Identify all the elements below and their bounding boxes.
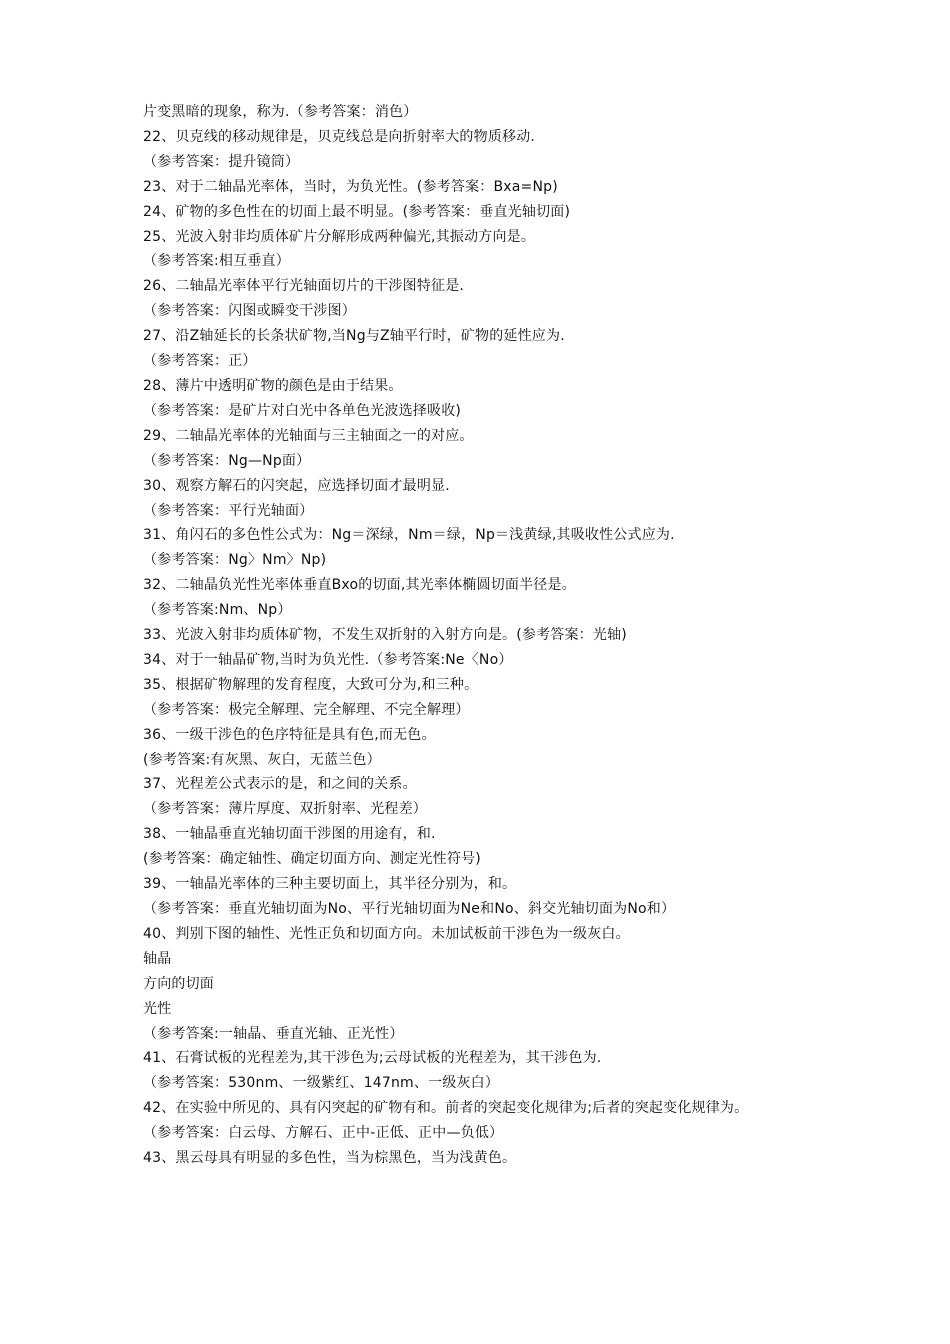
question-30: 30、观察方解石的闪突起，应选择切面才最明显. [143, 477, 450, 494]
answer-35: （参考答案：极完全解理、完全解理、不完全解理） [143, 701, 470, 718]
answer-26: （参考答案：闪图或瞬变干涉图） [143, 303, 356, 320]
answer-32: （参考答案:Nm、Np） [143, 602, 292, 619]
answer-42: （参考答案：白云母、方解石、正中-正低、正中—负低） [143, 1125, 504, 1142]
answer-22: （参考答案：提升镜筒） [143, 153, 300, 170]
answer-30: （参考答案：平行光轴面） [143, 502, 314, 519]
question-27: 27、沿Z轴延长的长条状矿物,当Ng与Z轴平行时，矿物的延性应为. [143, 328, 565, 345]
document-body [143, 100, 823, 1171]
question-37: 37、光程差公式表示的是，和之间的关系。 [143, 776, 417, 793]
question-31: 31、角闪石的多色性公式为：Ng＝深绿，Nm＝绿，Np＝浅黄绿,其吸收性公式应为. [143, 527, 675, 544]
answer-41: （参考答案：530nm、一级紫红、147nm、一级灰白） [143, 1075, 500, 1092]
question-35: 35、根据矿物解理的发育程度，大致可分为,和三种。 [143, 676, 479, 693]
question-43: 43、黑云母具有明显的多色性，当为棕黑色，当为浅黄色。 [143, 1150, 517, 1167]
text-line: 片变黑暗的现象，称为.（参考答案：消色） [143, 104, 418, 120]
figure-label-axis: 轴晶 [143, 950, 172, 967]
answer-36: (参考答案:有灰黑、灰白，无蓝兰色） [143, 751, 381, 768]
question-34: 34、对于一轴晶矿物,当时为负光性.（参考答案:Ne〈No） [143, 651, 513, 668]
question-23: 23、对于二轴晶光率体，当时，为负光性。(参考答案：Bxa=Np) [143, 178, 558, 195]
question-41: 41、石膏试板的光程差为,其干涉色为;云母试板的光程差为，其干涉色为. [143, 1050, 602, 1067]
question-42: 42、在实验中所见的、具有闪突起的矿物有和。前者的突起变化规律为;后者的突起变化规律为。 [143, 1100, 749, 1117]
question-28: 28、薄片中透明矿物的颜色是由于结果。 [143, 377, 403, 394]
question-29: 29、二轴晶光率体的光轴面与三主轴面之一的对应。 [143, 427, 474, 444]
answer-28: （参考答案：是矿片对白光中各单色光波选择吸收) [143, 402, 462, 419]
question-25: 25、光波入射非均质体矿片分解形成两种偏光,其振动方向是。 [143, 228, 536, 245]
answer-31: （参考答案：Ng〉Nm〉Np) [143, 552, 327, 569]
answer-25: （参考答案:相互垂直） [143, 253, 290, 270]
question-32: 32、二轴晶负光性光率体垂直Bxo的切面,其光率体椭圆切面半径是。 [143, 577, 576, 594]
answer-39: （参考答案：垂直光轴切面为No、平行光轴切面为Ne和No、斜交光轴切面为No和） [143, 901, 676, 917]
answer-27: （参考答案：正） [143, 353, 257, 370]
question-40: 40、判别下图的轴性、光性正负和切面方向。未加试板前干涉色为一级灰白。 [143, 925, 630, 942]
question-36: 36、一级干涉色的色序特征是具有色,而无色。 [143, 726, 436, 743]
figure-label-optic-sign: 光性 [143, 1000, 172, 1017]
question-33: 33、光波入射非均质体矿物，不发生双折射的入射方向是。(参考答案：光轴) [143, 627, 627, 644]
question-38: 38、一轴晶垂直光轴切面干涉图的用途有，和. [143, 826, 436, 843]
question-24: 24、矿物的多色性在的切面上最不明显。(参考答案：垂直光轴切面) [143, 203, 571, 220]
question-22: 22、贝克线的移动规律是，贝克线总是向折射率大的物质移动. [143, 128, 536, 145]
answer-37: （参考答案：薄片厚度、双折射率、光程差） [143, 801, 427, 818]
answer-40: （参考答案:一轴晶、垂直光轴、正光性） [143, 1025, 404, 1042]
answer-29: （参考答案：Ng—Np面） [143, 452, 311, 469]
question-26: 26、二轴晶光率体平行光轴面切片的干涉图特征是. [143, 278, 465, 295]
question-39: 39、一轴晶光率体的三种主要切面上，其半径分别为，和。 [143, 876, 517, 893]
answer-38: (参考答案：确定轴性、确定切面方向、测定光性符号) [143, 851, 481, 868]
figure-label-section: 方向的切面 [143, 975, 214, 992]
